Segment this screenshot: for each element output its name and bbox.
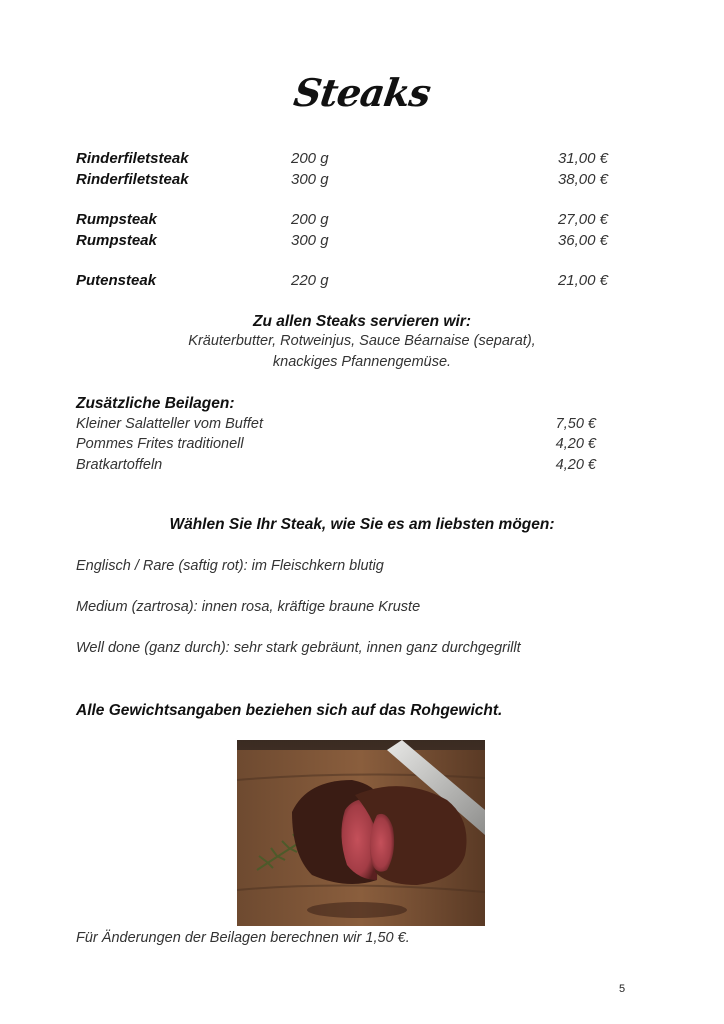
side-item-price: 4,20 € [555, 457, 596, 473]
served-with-line: knackiges Pfannengemüse. [272, 354, 452, 370]
item-weight: 300 g [291, 232, 329, 249]
side-item-price: 7,50 € [555, 416, 596, 432]
page-number: 5 [619, 983, 626, 995]
item-name: Rumpsteak [76, 232, 157, 249]
doneness-heading: Wählen Sie Ihr Steak, wie Sie es am liebsten mögen: [169, 516, 555, 533]
side-item-label: Pommes Frites traditionell [76, 436, 244, 452]
item-price: 36,00 € [557, 232, 608, 249]
item-name: Rinderfiletsteak [76, 171, 189, 188]
side-item-label: Bratkartoffeln [76, 457, 163, 473]
doneness-medium: Medium (zartrosa): innen rosa, kräftige braune Kruste [76, 599, 421, 615]
menu-item-row [76, 230, 616, 251]
item-price: 21,00 € [557, 272, 608, 289]
side-item-row [76, 414, 606, 434]
item-weight: 300 g [291, 171, 329, 188]
footnote: Für Änderungen der Beilagen berechnen wir 1,50 €. [76, 930, 410, 946]
item-weight: 200 g [291, 211, 329, 228]
item-price: 38,00 € [557, 171, 608, 188]
doneness-rare: Englisch / Rare (saftig rot): im Fleischkern blutig [76, 558, 384, 574]
menu-item-row [76, 169, 616, 190]
steak-illustration [237, 740, 485, 926]
item-name: Putensteak [76, 272, 157, 289]
side-item-price: 4,20 € [555, 436, 596, 452]
doneness-welldone: Well done (ganz durch): sehr stark gebräunt, innen ganz durchgegrillt [76, 640, 521, 656]
item-price: 31,00 € [557, 150, 608, 167]
side-item-label: Kleiner Salatteller vom Buffet [76, 416, 263, 432]
menu-item-row [76, 148, 616, 169]
item-price: 27,00 € [557, 211, 608, 228]
menu-item-row [76, 270, 616, 291]
served-with-section [0, 313, 724, 373]
steak-photo [237, 740, 485, 926]
side-item-row [76, 455, 606, 475]
item-weight: 220 g [291, 272, 329, 289]
doneness-heading-block [0, 516, 724, 534]
served-with-line: Kräuterbutter, Rotweinjus, Sauce Béarnaise (separat), [188, 333, 536, 349]
served-with-heading: Zu allen Steaks servieren wir: [253, 313, 471, 330]
page-title: Steaks [291, 70, 433, 115]
weight-note: Alle Gewichtsangaben beziehen sich auf das Rohgewicht. [76, 702, 503, 719]
item-name: Rumpsteak [76, 211, 157, 228]
sides-heading: Zusätzliche Beilagen: [76, 395, 235, 412]
item-name: Rinderfiletsteak [76, 150, 189, 167]
side-item-row [76, 434, 606, 454]
item-weight: 200 g [291, 150, 329, 167]
menu-item-row [76, 209, 616, 230]
